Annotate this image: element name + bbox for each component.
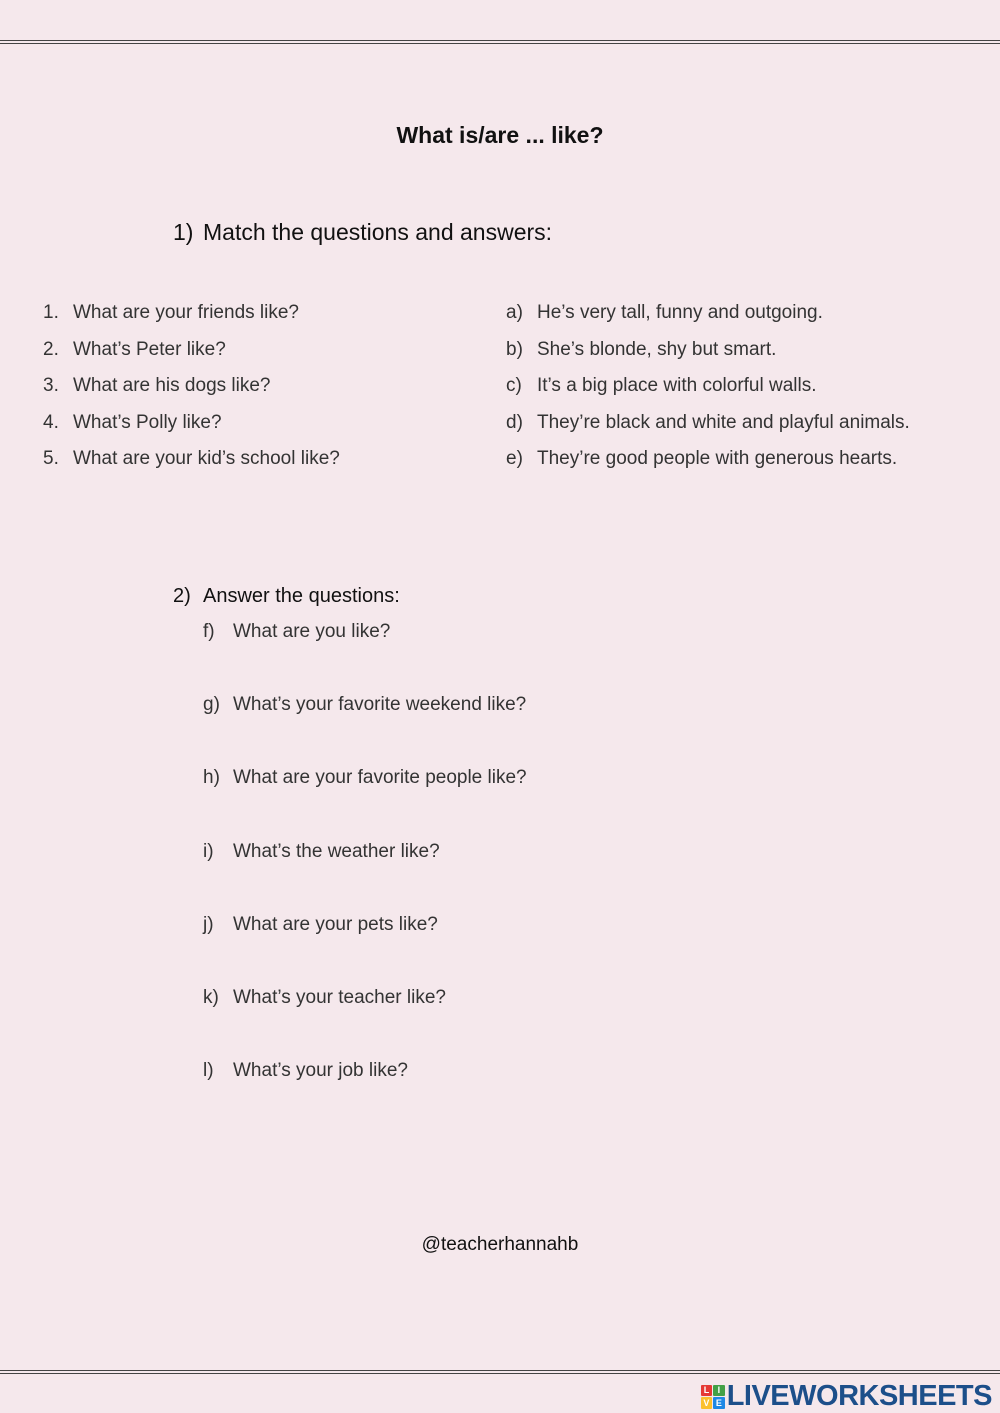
section-1-heading	[173, 219, 552, 246]
section-2-title: Answer the questions:	[203, 585, 400, 607]
item-marker: e)	[506, 448, 523, 469]
item-marker: 5.	[43, 448, 59, 469]
logo-letter: E	[713, 1397, 725, 1409]
bottom-rule	[0, 1370, 1000, 1374]
match-answer-item	[506, 339, 776, 361]
logo-letter: V	[701, 1397, 713, 1409]
logo-letter: I	[713, 1385, 725, 1397]
item-marker: i)	[203, 840, 214, 862]
match-answer-item	[506, 375, 817, 397]
item-text: What are your friends like?	[73, 302, 299, 323]
item-text: He’s very tall, funny and outgoing.	[537, 302, 823, 323]
match-answer-item	[506, 302, 823, 324]
item-marker: k)	[203, 987, 219, 1008]
item-marker: 4.	[43, 411, 59, 433]
item-text: She’s blonde, shy but smart.	[537, 338, 777, 360]
item-text: What are you like?	[233, 621, 391, 642]
author-credit: @teacherhannahb	[421, 1234, 579, 1255]
section-1-number: 1)	[173, 219, 194, 245]
item-text: What’s Peter like?	[73, 338, 226, 360]
match-question-item	[43, 448, 340, 470]
item-text: What are your pets like?	[233, 913, 438, 935]
item-marker: c)	[506, 375, 522, 396]
item-text: What are his dogs like?	[73, 375, 271, 396]
item-marker: d)	[506, 411, 523, 433]
page-title: What is/are ... like?	[396, 122, 604, 148]
item-marker: g)	[203, 694, 220, 716]
item-marker: 1.	[43, 302, 59, 323]
item-text: What’s your favorite weekend like?	[233, 694, 527, 716]
item-text: What’s Polly like?	[73, 411, 222, 433]
item-marker: j)	[203, 913, 214, 935]
item-marker: f)	[203, 621, 215, 642]
open-question-item	[203, 841, 440, 863]
item-text: What’s your teacher like?	[233, 987, 446, 1008]
logo-letter: L	[701, 1385, 713, 1397]
item-text: What are your kid’s school like?	[73, 448, 340, 469]
item-text: What’s your job like?	[233, 1060, 408, 1082]
match-question-item	[43, 412, 222, 434]
open-question-item	[203, 621, 390, 643]
match-answer-item	[506, 448, 897, 470]
section-1-title: Match the questions and answers:	[203, 219, 553, 245]
item-text: What are your favorite people like?	[233, 767, 527, 789]
item-marker: l)	[203, 1060, 214, 1082]
match-question-item	[43, 339, 226, 361]
item-text: They’re black and white and playful animals.	[537, 411, 910, 433]
open-question-item	[203, 694, 526, 716]
brand-name: LIVEWORKSHEETS	[726, 1380, 992, 1412]
open-question-item	[203, 1060, 408, 1082]
item-marker: 2.	[43, 338, 59, 360]
section-2-heading	[173, 585, 400, 608]
open-question-item	[203, 914, 438, 936]
open-question-item	[203, 767, 527, 789]
match-question-item	[43, 302, 299, 324]
match-answer-item	[506, 412, 910, 434]
item-marker: h)	[203, 767, 220, 789]
top-rule	[0, 40, 1000, 44]
item-text: It’s a big place with colorful walls.	[537, 375, 817, 396]
item-marker: 3.	[43, 375, 59, 396]
section-2-number: 2)	[173, 585, 191, 607]
match-question-item	[43, 375, 271, 397]
item-text: What’s the weather like?	[233, 840, 440, 862]
open-question-item	[203, 987, 446, 1009]
item-marker: a)	[506, 302, 523, 323]
liveworksheets-brand[interactable]	[701, 1380, 992, 1413]
item-marker: b)	[506, 338, 523, 360]
liveworksheets-logo-icon	[701, 1385, 725, 1409]
item-text: They’re good people with generous hearts.	[537, 448, 898, 469]
